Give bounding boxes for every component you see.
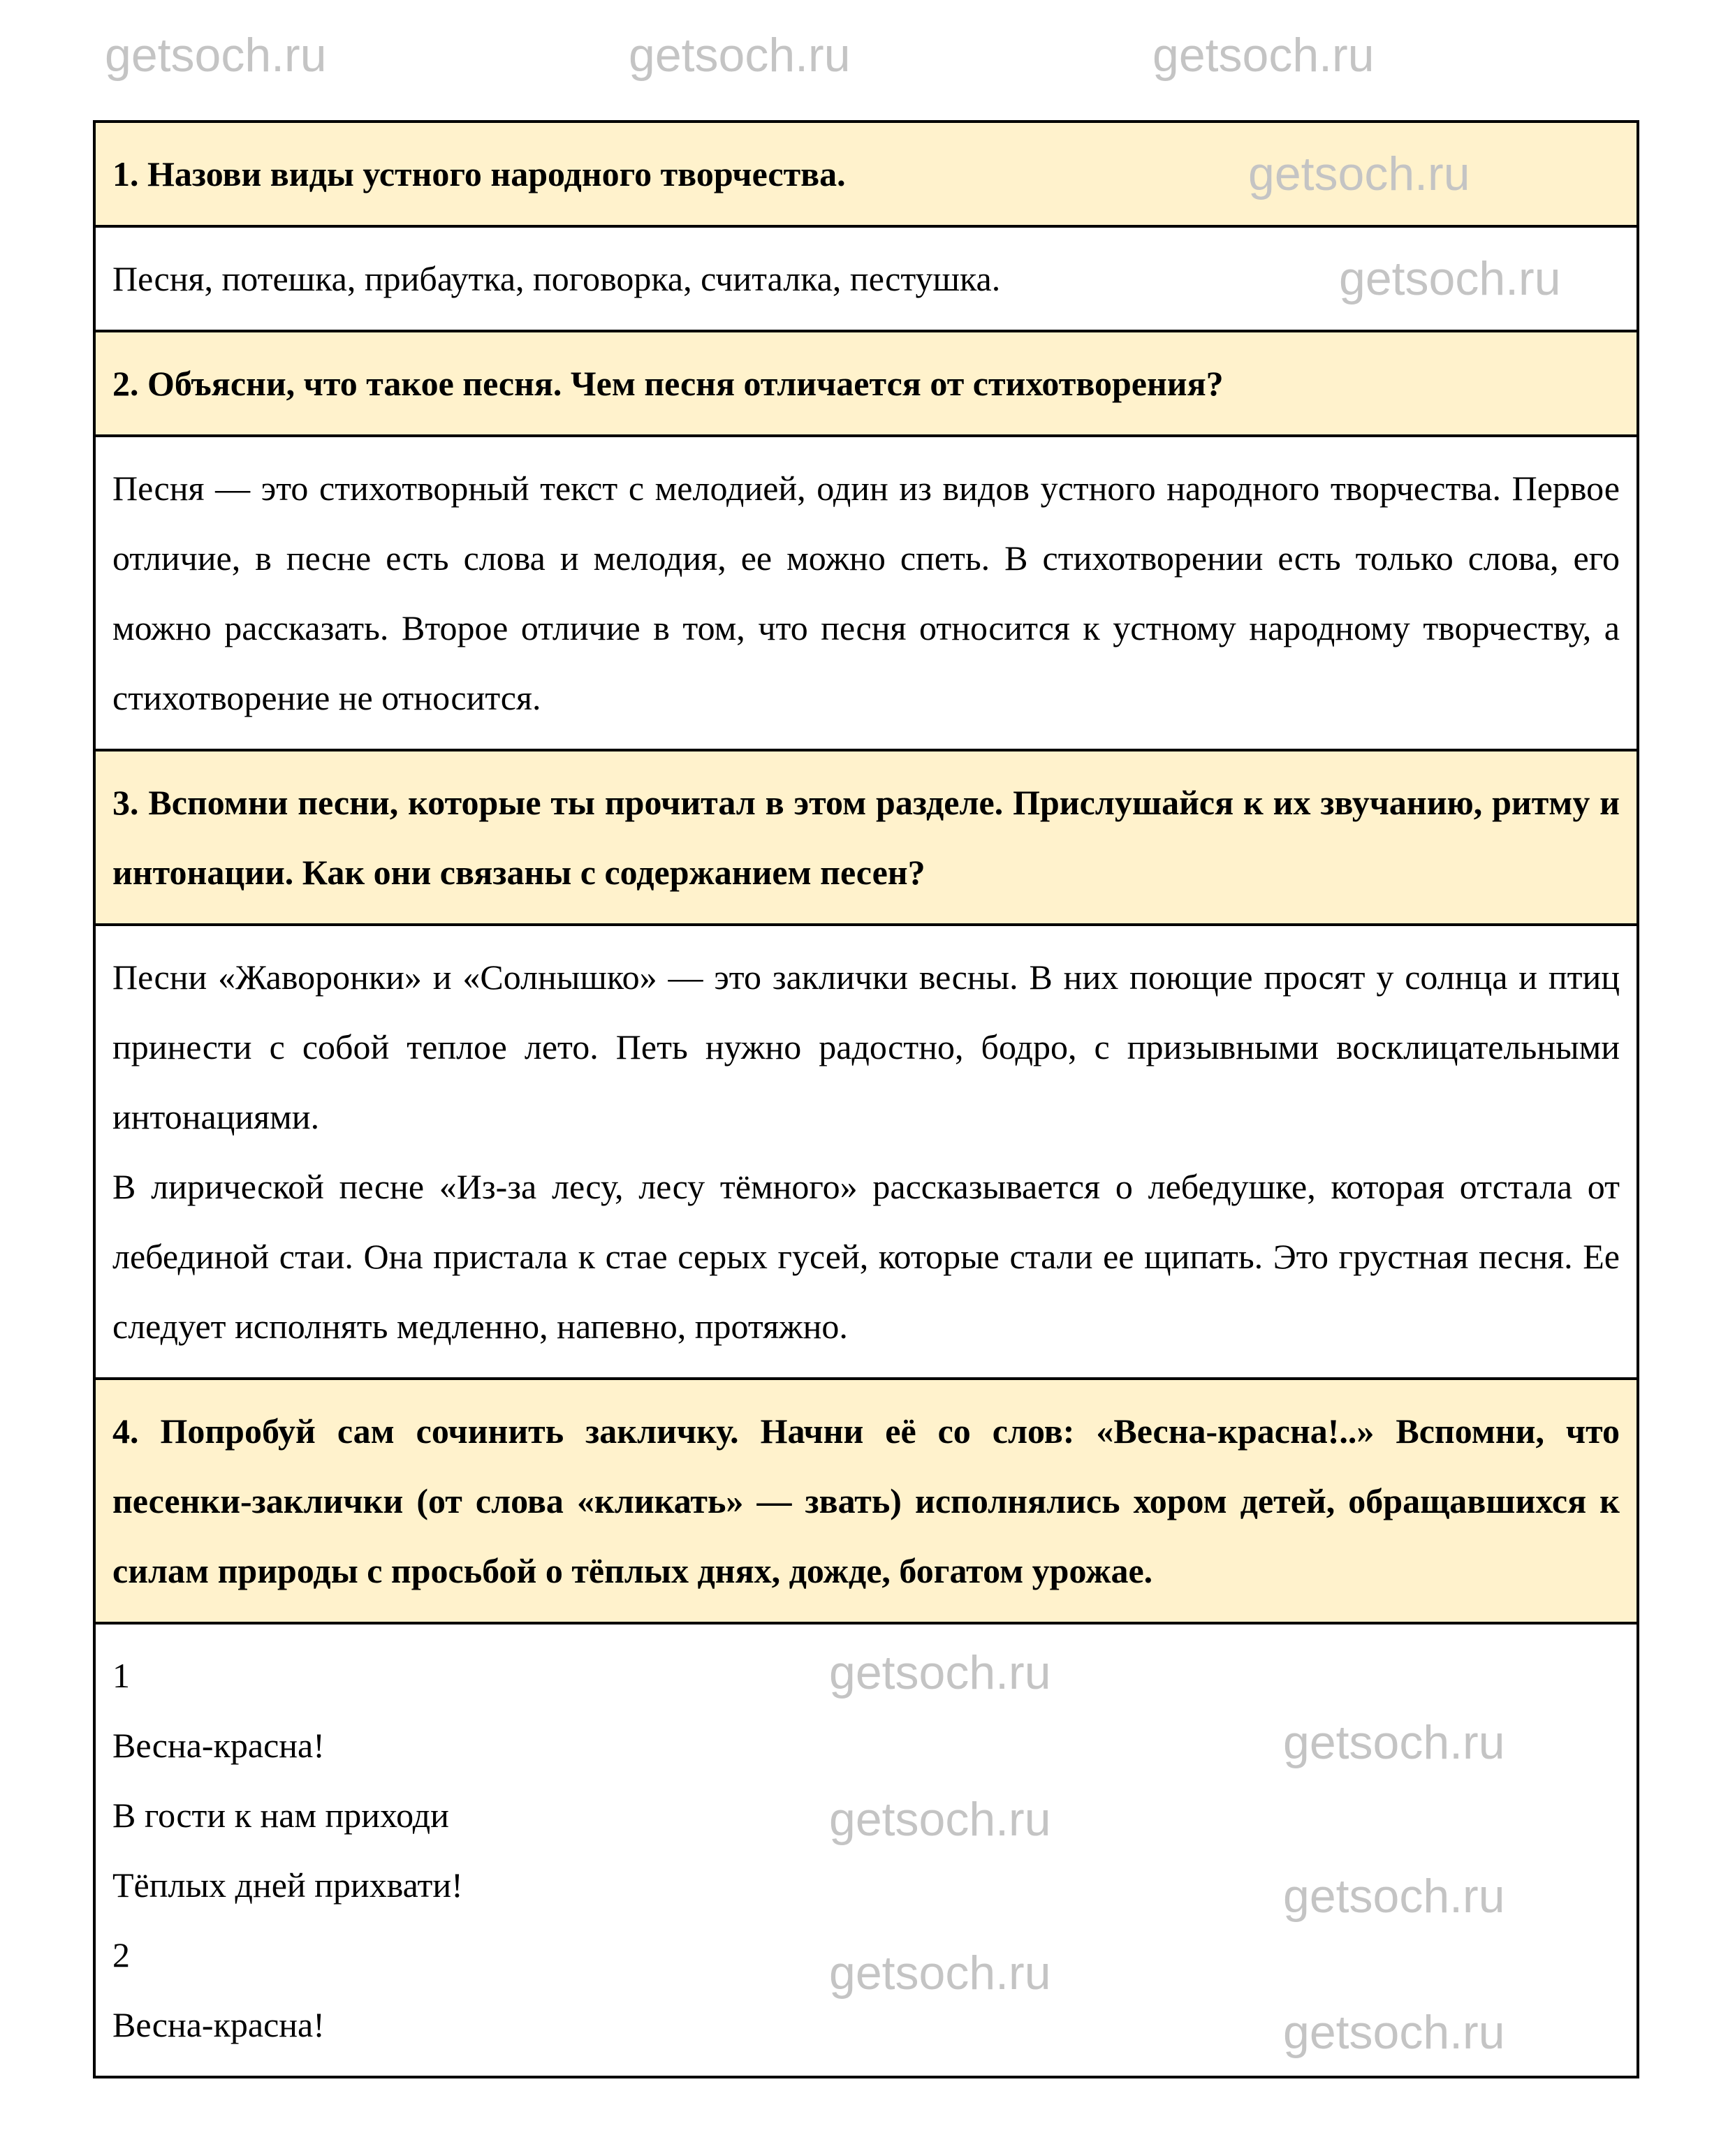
watermark: getsoch.ru [829,1793,1051,1846]
watermark: getsoch.ru [1283,2006,1505,2059]
watermark: getsoch.ru [829,1946,1051,2000]
watermark: getsoch.ru [1283,1870,1505,1923]
answer-3 [96,923,1637,1377]
question-1: 1. Назови виды устного народного творчества. [112,154,846,193]
poem-line: 1 [112,1656,130,1695]
answer-3-paragraph: Песни «Жаворонки» и «Солнышко» — это заклички весны. В них поющие просят у солнца и птиц принести с собой теплое лето. Петь нужно радостно, бодро, с призывными восклицательными интонациями. [112,958,1620,1136]
question-2: 2. Объясни, что такое песня. Чем песня отличается от стихотворения? [96,330,1637,434]
poem-line: Тёплых дней прихвати! [112,1865,463,1905]
answer-1-row [96,225,1637,330]
poem-line: Весна-красна! [112,1726,325,1765]
watermark: getsoch.ru [1152,29,1375,82]
poem-line: В гости к нам приходи [112,1796,449,1835]
watermark: getsoch.ru [1248,147,1470,200]
question-1-row [96,123,1637,225]
watermark: getsoch.ru [105,29,327,82]
poem-line: 2 [112,1935,130,1974]
answer-1: Песня, потешка, прибаутка, поговорка, считалка, пестушка. [112,259,1001,298]
watermark: getsoch.ru [829,1646,1051,1699]
poem-line: Весна-красна! [112,2005,325,2044]
answer-4 [96,1622,1637,2076]
watermark: getsoch.ru [1339,252,1561,305]
watermark: getsoch.ru [629,29,851,82]
question-4: 4. Попробуй сам сочинить закличку. Начни её со слов: «Весна-красна!..» Вспомни, что песенки-заклички (от слова «кликать» — звать) исполнялись хором детей, обращавшихся к силам природы с просьбой о тёплых днях, дожде, богатом урожае. [96,1377,1637,1622]
question-3: 3. Вспомни песни, которые ты прочитал в этом разделе. Прислушайся к их звучанию, ритму и интонации. Как они связаны с содержанием песен? [96,749,1637,923]
answer-3-paragraph: В лирической песне «Из-за лесу, лесу тёмного» рассказывается о лебедушке, которая отстала от лебединой стаи. Она пристала к стае серых гусей, которые стали ее щипать. Это грустная песня. Ее следует исполнять медленно, напевно, протяжно. [112,1167,1620,1346]
answer-2: Песня — это стихотворный текст с мелодией, один из видов устного народного творчества. Первое отличие, в песне есть слова и мелодия, ее можно спеть. В стихотворении есть только слова, его можно рассказать. Второе отличие в том, что песня относится к устному народному творчеству, а стихотворение не относится. [96,434,1637,749]
watermark: getsoch.ru [1283,1716,1505,1769]
qa-table [93,120,1639,2078]
